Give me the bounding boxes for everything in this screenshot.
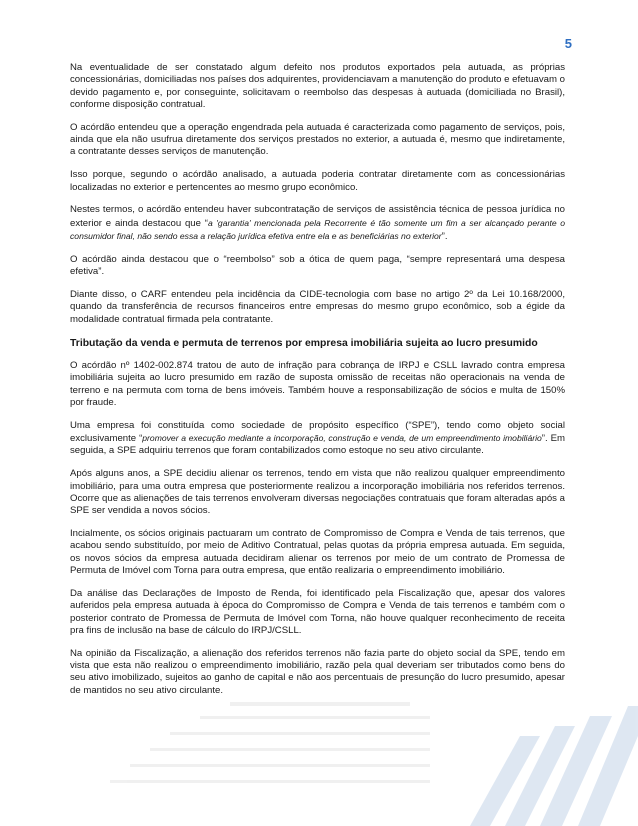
paragraph: Na eventualidade de ser constatado algum defeito nos produtos exportados pela autuada, as próprias concessionárias, domiciliadas nos países dos adquirentes, providenciavam a manutenção do produto e efetuavam o devido pagamento e, por conseguinte, solicitavam o reembolso das despesas à autuada (domiciliada no Brasil), conforme disposição contratual. bbox=[70, 62, 565, 110]
section-heading: Tributação da venda e permuta de terrenos por empresa imobiliária sujeita ao lucro presumido bbox=[70, 337, 538, 349]
paragraph: Após alguns anos, a SPE decidiu alienar os terrenos, tendo em vista que não realizou qualquer empreendimento imobiliário, para uma outra empresa que posteriormente realizou a incorporação imobiliária nos referidos terrenos. Ocorre que as alienações de tais terrenos envolveram diversas negociações contratuais que foram alteradas após a SPE ser vendida a novos sócios. bbox=[70, 468, 565, 517]
paragraph: Da análise das Declarações de Imposto de Renda, foi identificado pela Fiscalização que, apesar dos valores auferidos pela empresa autuada à época do Compromisso de Compra e Venda de tais terrenos e também com o posterior contrato de Promessa de Permuta de Imóvel com Torna, não houve qualquer reconhecimento de receita pra fins de inclusão na base de cálculo do IRPJ/CSLL. bbox=[70, 587, 565, 636]
paragraph-text: ”. Em seguida, a SPE adquiriu terrenos que foram contabilizados como estoque no seu ativo circulante. bbox=[70, 433, 566, 457]
document-body bbox=[70, 62, 565, 708]
paragraph: O acórdão entendeu que a operação engendrada pela autuada é caracterizada como pagamento de serviços, pois, ainda que ela não usufrua diretamente dos serviços prestados no exterior, a autuada é, mesmo que indiretamente, a contratante desses serviços de manutenção. bbox=[70, 121, 565, 158]
paragraph: Isso porque, segundo o acórdão analisado, a autuada poderia contratar diretamente com as concessionárias localizadas no exterior e pertencentes ao mesmo grupo econômico. bbox=[70, 169, 565, 193]
paragraph: Na opinião da Fiscalização, a alienação dos referidos terrenos não fazia parte do objeto social da SPE, tendo em vista que esta não realizou o empreendimento imobiliário, razão pela qual deveriam ser tributados como bens do seu ativo imobilizado, sujeitos ao ganho de capital e não aos percentuais de presunção do lucro presumido, apesar de mantidos no seu ativo circulante. bbox=[70, 647, 565, 696]
page-number: 5 bbox=[564, 36, 572, 51]
paragraph: O acórdão ainda destacou que o “reembolso” sob a ótica de quem paga, “sempre representará uma despesa efetiva”. bbox=[70, 253, 565, 278]
background-decoration bbox=[0, 696, 638, 826]
paragraph: Incialmente, os sócios originais pactuaram um contrato de Compromisso de Compra e Venda de tais terrenos, que acabou sendo substituído, por meio de Aditivo Contratual, pelas quotas da própria empresa autuada. Em seguida, os novos sócios da empresa autuada decidiram alienar os terrenos por meio de um contrato de Promessa de Permuta de Imóvel com Torna para outra empresa, que então realizaria o empreendimento imobiliário. bbox=[70, 528, 565, 577]
paragraph-with-quote bbox=[70, 204, 565, 243]
paragraph-text: Nestes termos, o acórdão entendeu haver subcontratação de serviços de assistência técnica de pessoa jurídica no exterior e ainda destacou que “ bbox=[70, 204, 565, 229]
quoted-text: a 'garantia' mencionada pela Recorrente é tão somente um fim a ser alcançado perante o consumidor final, não sendo essa a relação jurídica efetiva entre ela e as beneficiárias no exterior bbox=[70, 217, 566, 242]
quoted-text: promover a execução mediante a incorporação, construção e venda, de um empreendimento imobiliário bbox=[142, 433, 542, 444]
paragraph: Diante disso, o CARF entendeu pela incidência da CIDE-tecnologia com base no artigo 2º da Lei 10.168/2000, quando da transferência de recursos financeiros entre empresas do mesmo grupo econômico, sob a égide da modalidade contratual firmada pela contratante. bbox=[70, 289, 565, 325]
paragraph-text: ”. bbox=[441, 231, 448, 243]
paragraph-text: Uma empresa foi constituída como sociedade de propósito específico (“SPE”), tendo como objeto social exclusivamente “ bbox=[70, 419, 565, 445]
paragraph-with-quote bbox=[70, 420, 565, 458]
paragraph: O acórdão nº 1402-002.874 tratou de auto de infração para cobrança de IRPJ e CSLL lavrado contra empresa imobiliária sujeita ao lucro presumido em razão de suposta omissão de receitas não operacionais na venda de terreno e na permuta com torna de bens imóveis. Também houve a responsabilização de sócios e multa de 150% por fraude. bbox=[70, 360, 565, 408]
